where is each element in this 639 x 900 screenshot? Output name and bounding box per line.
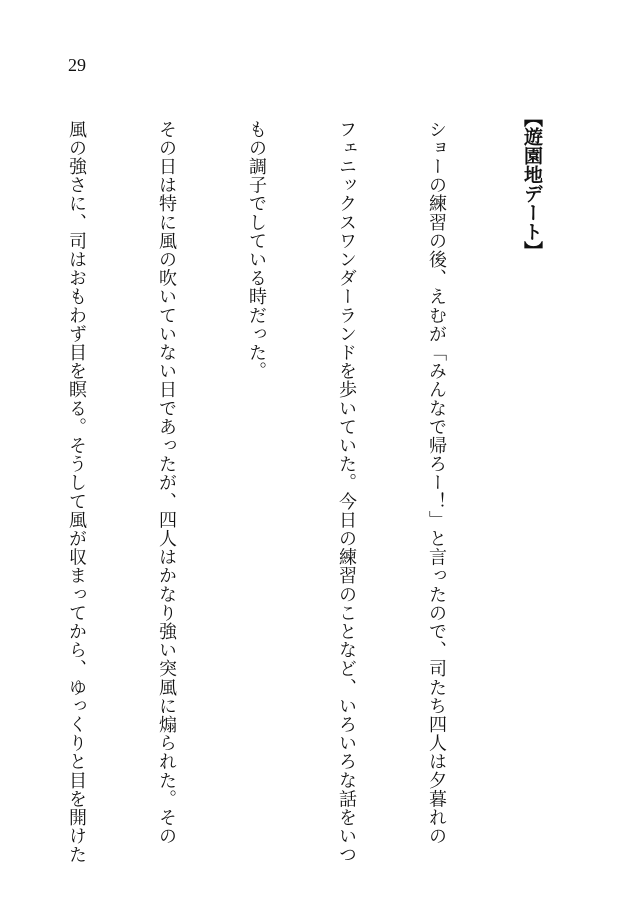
- page-number: 29: [68, 55, 86, 75]
- text-line: その日は特に風の吹いていない日であったが、四人はかなり強い突風に煽られた。その: [156, 120, 177, 846]
- text-line: ショーの練習の後、えむが「みんなで帰ろー！」と言ったので、司たち四人は夕暮れの: [426, 120, 447, 846]
- body-text: [0, 120, 511, 864]
- text-line: 風の強さに、司はおもわず目を瞑る。そうして風が収まってから、ゆっくりと目を開けた: [66, 120, 87, 864]
- text-line: フェニックスワンダーランドを歩いていた。今日の練習のことなど、いろいろな話をいつ: [336, 120, 357, 864]
- chapter-title: 【遊園地デート】: [521, 108, 543, 260]
- text-line: もの調子でしている時だった。: [246, 120, 267, 381]
- text-line: [0, 120, 1, 850]
